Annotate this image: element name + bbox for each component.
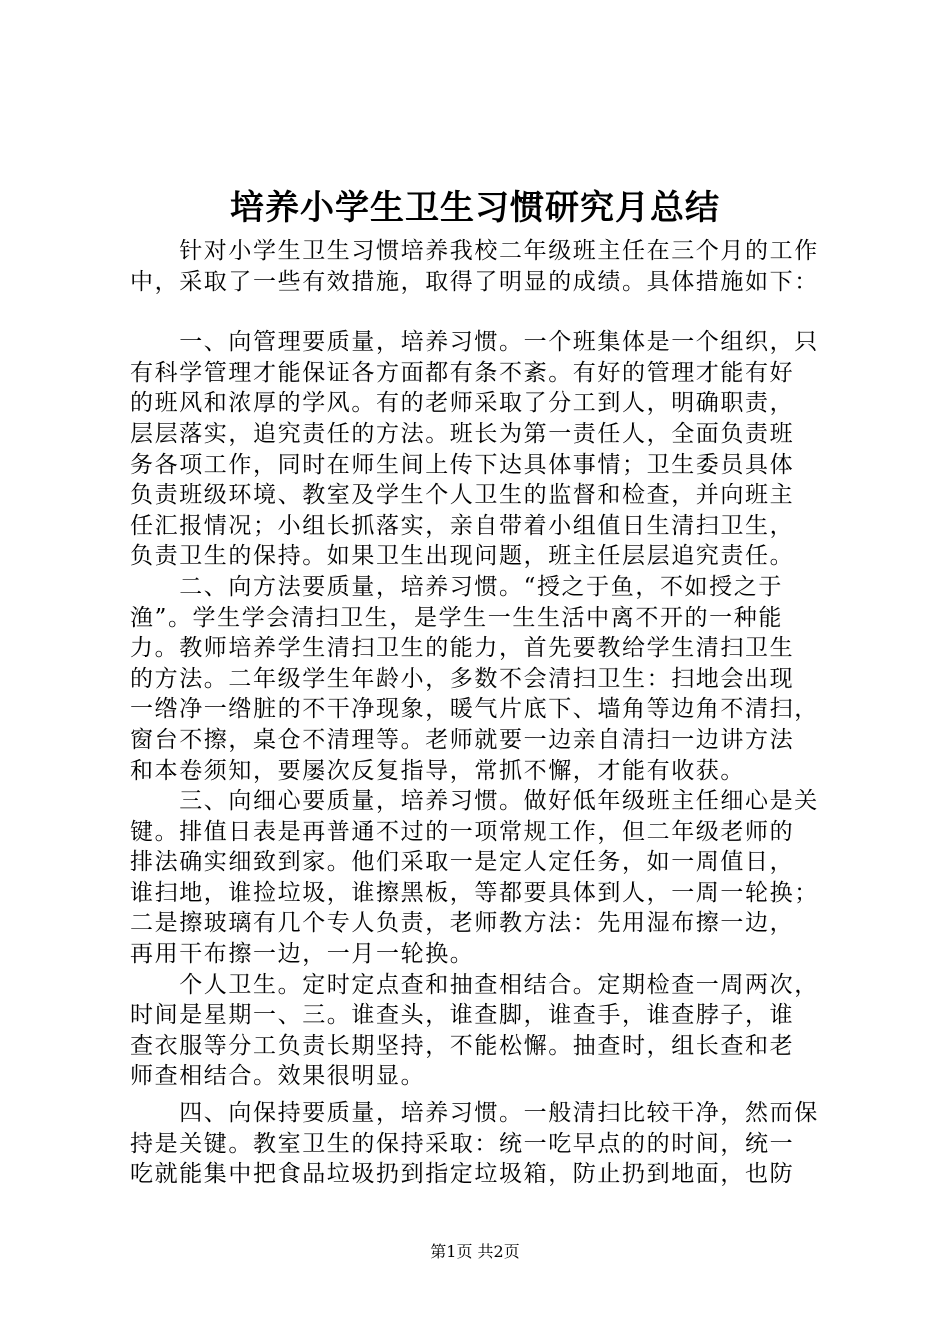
text-line: 三、向细心要质量，培养习惯。做好低年级班主任细心是关 [130,788,819,815]
text-line: 个人卫生。定时定点查和抽查相结合。定期检查一周两次， [130,971,819,998]
text-line: 力。教师培养学生清扫卫生的能力，首先要教给学生清扫卫生 [130,635,795,662]
paragraph-detail [130,786,830,970]
paragraph-method [130,572,830,786]
paragraph-management [130,327,830,572]
text-line: 和本卷须知，要屡次反复指导，常抓不懈，才能有收获。 [130,757,745,784]
text-line: 吃就能集中把食品垃圾扔到指定垃圾箱，防止扔到地面，也防 [130,1161,795,1188]
text-line: 负责卫生的保持。如果卫生出现问题，班主任层层追究责任。 [130,543,795,570]
text-line: 渔”。学生学会清扫卫生，是学生一生生活中离不开的一种能 [130,604,783,631]
text-line: 务各项工作，同时在师生间上传下达具体事情；卫生委员具体 [130,451,795,478]
text-line: 二是擦玻璃有几个专人负责，老师教方法：先用湿布擦一边， [130,910,795,937]
text-line: 层层落实，追究责任的方法。班长为第一责任人，全面负责班 [130,420,795,447]
text-line: 键。排值日表是再普通不过的一项常规工作，但二年级老师的 [130,818,795,845]
text-line: 窗台不擦，桌仓不清理等。老师就要一边亲自清扫一边讲方法 [130,726,795,753]
paragraph-maintenance [130,1098,830,1190]
paragraph-personal-hygiene [130,970,830,1092]
text-line: 师查相结合。效果很明显。 [130,1063,426,1090]
text-line: 中，采取了一些有效措施，取得了明显的成绩。具体措施如下： [130,268,819,295]
document-title: 培养小学生卫生习惯研究月总结 [230,188,720,228]
text-line: 四、向保持要质量，培养习惯。一般清扫比较干净，然而保 [130,1100,819,1127]
text-line: 一绺净一绺脏的不干净现象，暖气片底下、墙角等边角不清扫， [130,696,819,723]
text-line: 再用干布擦一边，一月一轮换。 [130,941,475,968]
text-line: 一、向管理要质量，培养习惯。一个班集体是一个组织，只 [130,329,819,356]
text-line: 的班风和浓厚的学风。有的老师采取了分工到人，明确职责， [130,390,795,417]
text-line: 的方法。二年级学生年龄小，多数不会清扫卫生：扫地会出现 [130,665,795,692]
text-line: 持是关键。教室卫生的保持采取：统一吃早点的的时间，统一 [130,1130,795,1157]
paragraph-intro [130,236,830,297]
paragraph-spacer [130,297,830,327]
page-footer: 第1页 共2页 [430,1242,520,1261]
text-line: 有科学管理才能保证各方面都有条不紊。有好的管理才能有好 [130,359,795,386]
text-line: 排法确实细致到家。他们采取一是定人定任务，如一周值日， [130,849,795,876]
text-line: 查衣服等分工负责长期坚持，不能松懈。抽查时，组长查和老 [130,1032,795,1059]
text-line: 时间是星期一、三。谁查头，谁查脚，谁查手，谁查脖子，谁 [130,1002,795,1029]
document-body [130,236,830,1190]
text-line: 二、向方法要质量，培养习惯。“授之于鱼，不如授之于 [130,573,783,600]
text-line: 谁扫地，谁捡垃圾，谁擦黑板，等都要具体到人，一周一轮换； [130,879,819,906]
text-line: 负责班级环境、教室及学生个人卫生的监督和检查，并向班主 [130,482,795,509]
text-line: 任汇报情况；小组长抓落实，亲自带着小组值日生清扫卫生， [130,512,795,539]
text-line: 针对小学生卫生习惯培养我校二年级班主任在三个月的工作 [130,238,819,264]
